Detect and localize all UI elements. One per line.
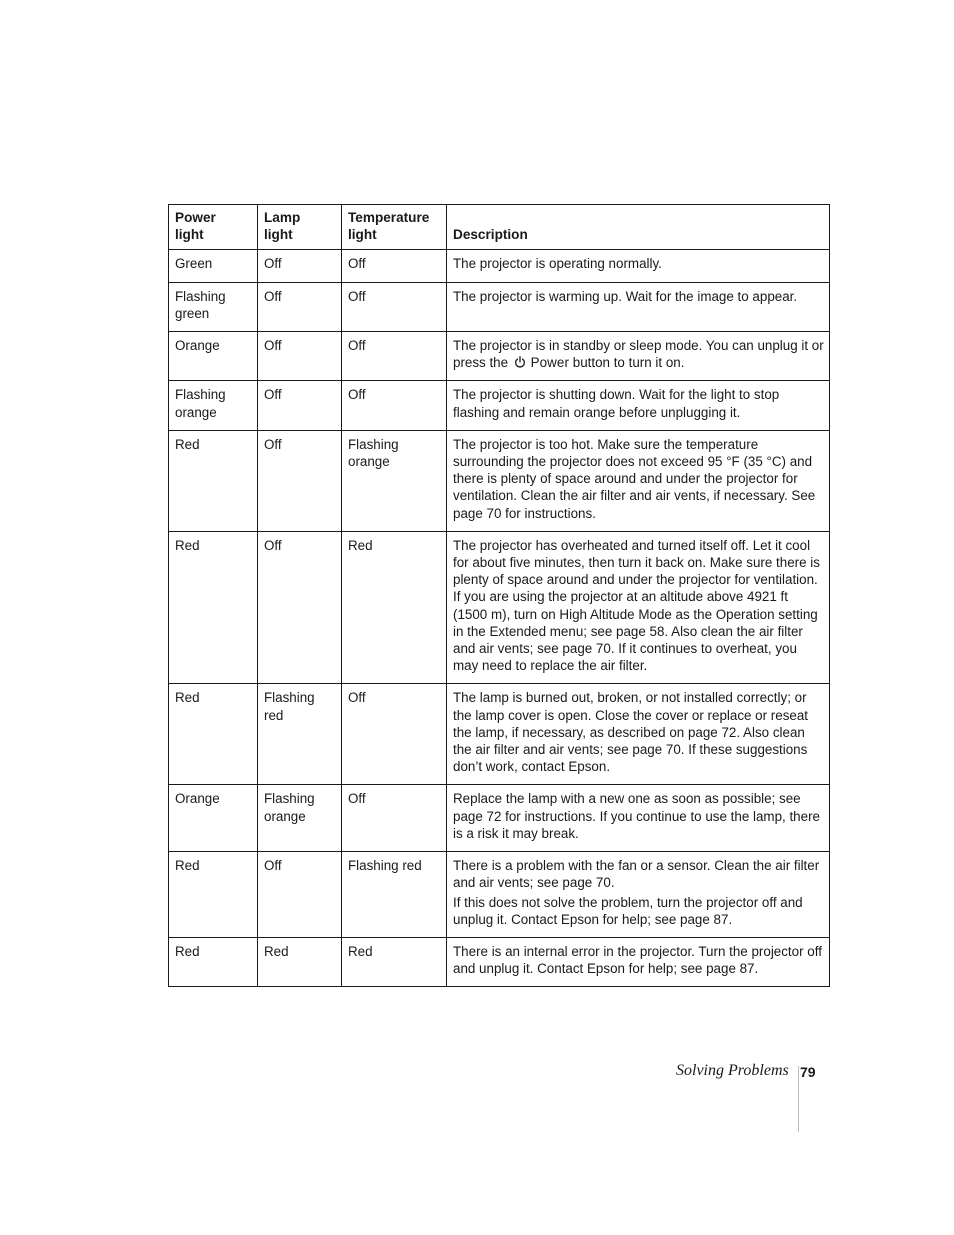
temperature-light-cell: Flashing orange xyxy=(342,430,447,531)
lamp-light-cell: Red xyxy=(258,937,342,986)
indicator-lights-table xyxy=(168,204,830,987)
description-cell xyxy=(447,430,830,531)
temperature-light-cell: Off xyxy=(342,381,447,430)
description-text: The projector is in standby or sleep mode. You can unplug it or press the xyxy=(453,338,824,371)
temperature-light-cell: Off xyxy=(342,250,447,282)
table-row xyxy=(169,684,830,785)
description-cell xyxy=(447,937,830,986)
temperature-light-header xyxy=(342,205,447,250)
power-light-header xyxy=(169,205,258,250)
lamp-light-cell: Off xyxy=(258,332,342,381)
lamp-light-cell: Off xyxy=(258,381,342,430)
temperature-light-cell: Off xyxy=(342,332,447,381)
table-row xyxy=(169,531,830,684)
description-cell xyxy=(447,531,830,684)
description-text: button to turn it on. xyxy=(572,355,685,371)
temperature-light-cell: Red xyxy=(342,531,447,684)
description-text: The lamp is burned out, broken, or not installed correctly; or the lamp cover is open. Close the cover or replace or reseat the lamp, if necessary, as described on page 72. Also clean the air filter and air vents; see page 70. If these suggestions don’t work, contact Epson. xyxy=(453,690,809,775)
power-light-cell: Red xyxy=(169,531,258,684)
description-text: The projector is operating normally. xyxy=(453,256,662,272)
power-light-cell: Orange xyxy=(169,332,258,381)
description-cell xyxy=(447,852,830,938)
table-row xyxy=(169,852,830,938)
description-cell xyxy=(447,282,830,331)
description-header xyxy=(447,205,830,250)
table-row xyxy=(169,785,830,852)
table-row xyxy=(169,937,830,986)
power-icon xyxy=(514,356,526,368)
lamp-light-header xyxy=(258,205,342,250)
temperature-light-cell: Flashing red xyxy=(342,852,447,938)
description-text: Replace the lamp with a new one as soon as possible; see page 72 for instructions. If you continue to use the lamp, there is a risk it may break. xyxy=(453,791,820,841)
description-text: The projector is too hot. Make sure the temperature surrounding the projector does not exceed 95 °F (35 °C) and there is plenty of space around and under the projector for ventilation. Clean the air filter and air vents, if necessary. See page 70 for instructions. xyxy=(453,436,816,521)
lamp-light-cell: Flashing red xyxy=(258,684,342,785)
power-button-label: Power xyxy=(530,355,570,371)
page-number: 79 xyxy=(800,1064,816,1080)
description-text: There is a problem with the fan or a sensor. Clean the air filter and air vents; see page 70. xyxy=(453,858,820,891)
temperature-light-cell: Off xyxy=(342,684,447,785)
table-row xyxy=(169,332,830,381)
description-text: The projector is warming up. Wait for the image to appear. xyxy=(453,288,798,304)
lamp-light-cell: Off xyxy=(258,250,342,282)
power-light-cell: Flashing orange xyxy=(169,381,258,430)
temperature-light-cell: Off xyxy=(342,282,447,331)
lamp-light-cell: Off xyxy=(258,852,342,938)
power-light-cell: Red xyxy=(169,937,258,986)
description-cell xyxy=(447,332,830,381)
table-row xyxy=(169,430,830,531)
description-cell xyxy=(447,250,830,282)
description-cell xyxy=(447,785,830,852)
description-cell xyxy=(447,684,830,785)
header-text: Description xyxy=(453,227,528,243)
header-row xyxy=(169,205,830,250)
header-text: Lamp xyxy=(264,210,301,225)
header-text: Temperature xyxy=(348,210,430,225)
lamp-light-cell: Off xyxy=(258,430,342,531)
lamp-light-cell: Off xyxy=(258,531,342,684)
description-cell xyxy=(447,381,830,430)
power-light-cell: Orange xyxy=(169,785,258,852)
footer-divider xyxy=(798,1066,799,1132)
table-header xyxy=(169,205,830,250)
description-text: If this does not solve the problem, turn the projector off and unplug it. Contact Epson for help; see page 87. xyxy=(453,894,803,927)
power-light-cell: Green xyxy=(169,250,258,282)
section-title: Solving Problems xyxy=(676,1062,789,1079)
power-light-cell: Red xyxy=(169,430,258,531)
power-light-cell: Red xyxy=(169,684,258,785)
table-row xyxy=(169,250,830,282)
header-text: light xyxy=(175,227,204,243)
description-text: The projector is shutting down. Wait for the light to stop flashing and remain orange before unplugging it. xyxy=(453,387,780,420)
power-light-cell: Flashing green xyxy=(169,282,258,331)
header-text: Power xyxy=(175,210,216,225)
power-light-cell: Red xyxy=(169,852,258,938)
header-text: light xyxy=(264,227,293,243)
temperature-light-cell: Red xyxy=(342,937,447,986)
header-text: light xyxy=(348,227,377,243)
temperature-light-cell: Off xyxy=(342,785,447,852)
lamp-light-cell: Off xyxy=(258,282,342,331)
table-body xyxy=(169,250,830,987)
table-row xyxy=(169,381,830,430)
lamp-light-cell: Flashing orange xyxy=(258,785,342,852)
table-row xyxy=(169,282,830,331)
description-text: The projector has overheated and turned itself off. Let it cool for about five minutes, then turn it back on. Make sure there is plenty of space around and under the projector for ventilation. If you are using the projector at an altitude above 4921 ft (1500 m), turn on High Altitude Mode as the Operation setting in the Extended menu; see page 58. Also clean the air filter and air vents; see page 70. If it continues to overheat, you may need to replace the air filter. xyxy=(453,537,820,674)
description-text: There is an internal error in the projector. Turn the projector off and unplug it. Contact Epson for help; see page 87. xyxy=(453,943,822,977)
